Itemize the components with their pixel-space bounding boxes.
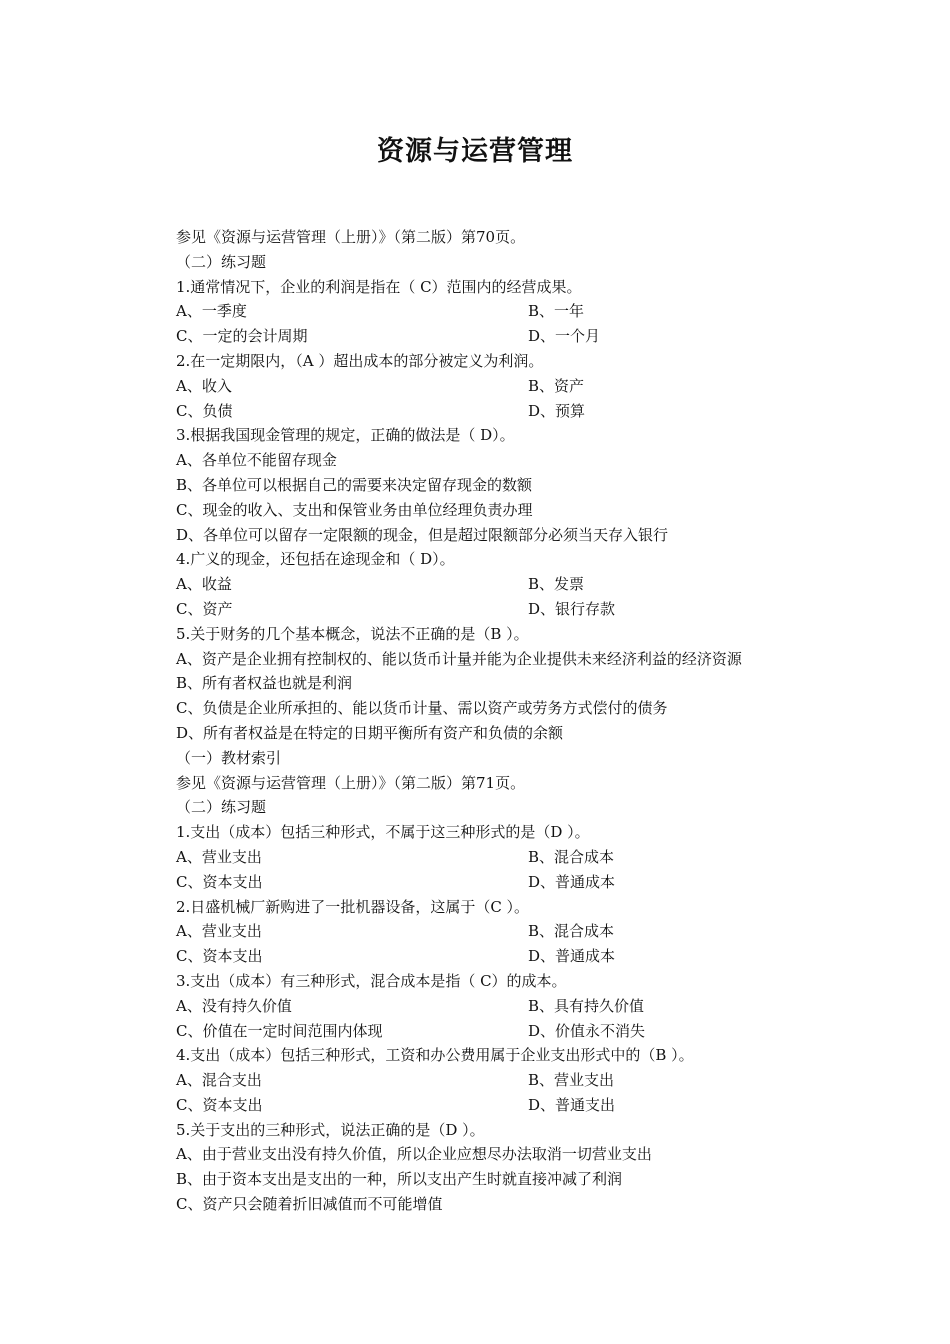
- option-row: [176, 597, 816, 622]
- option-left: A、一季度: [176, 302, 247, 321]
- option-left: A、收入: [176, 376, 232, 395]
- option-right: D、一个月: [528, 327, 601, 346]
- reference-line: 参见《资源与运营管理（上册）》（第二版）第70页。: [176, 228, 526, 246]
- section-heading: （二）练习题: [176, 252, 267, 271]
- question: 5.关于财务的几个基本概念，说法不正确的是（B ）。: [176, 624, 529, 643]
- option-line: A、各单位不能留存现金: [176, 451, 337, 470]
- option-line: A、由于营业支出没有持久价值，所以企业应想尽办法取消一切营业支出: [176, 1145, 652, 1164]
- option-row: [176, 1068, 816, 1093]
- option-left: C、一定的会计周期: [176, 327, 308, 346]
- option-left: C、资本支出: [176, 1095, 263, 1114]
- option-right: D、预算: [528, 401, 586, 420]
- question: 4.广义的现金，还包括在途现金和（ D）。: [176, 550, 455, 569]
- option-right: B、资产: [528, 376, 585, 395]
- option-row: [176, 845, 816, 870]
- option-line: D、各单位可以留存一定限额的现金，但是超过限额部分必须当天存入银行: [176, 525, 669, 544]
- document-body: [176, 225, 816, 1217]
- option-row: [176, 1019, 816, 1044]
- option-right: B、具有持久价值: [528, 996, 645, 1015]
- option-row: [176, 870, 816, 895]
- reference-line: 参见《资源与运营管理（上册）》（第二版）第71页。: [176, 773, 526, 792]
- section-heading: （一）教材索引: [176, 748, 282, 767]
- question: 1.支出（成本）包括三种形式，不属于这三种形式的是（D ）。: [176, 823, 590, 842]
- option-line: C、现金的收入、支出和保管业务由单位经理负责办理: [176, 500, 533, 519]
- option-right: B、营业支出: [528, 1071, 615, 1090]
- option-row: [176, 324, 816, 349]
- option-line: A、资产是企业拥有控制权的、能以货币计量并能为企业提供未来经济利益的经济资源: [176, 649, 742, 668]
- option-left: A、营业支出: [176, 847, 262, 866]
- question: 1.通常情况下，企业的利润是指在（ C）范围内的经营成果。: [176, 277, 582, 296]
- option-right: D、价值永不消失: [528, 1021, 646, 1040]
- option-row: [176, 374, 816, 399]
- option-row: [176, 994, 816, 1019]
- option-row: [176, 299, 816, 324]
- question: 4.支出（成本）包括三种形式，工资和办公费用属于企业支出形式中的（B ）。: [176, 1046, 694, 1065]
- option-right: D、银行存款: [528, 599, 616, 618]
- option-row: [176, 944, 816, 969]
- option-left: C、价值在一定时间范围内体现: [176, 1021, 383, 1040]
- option-left: A、没有持久价值: [176, 996, 292, 1015]
- option-right: D、普通成本: [528, 872, 616, 891]
- option-row: [176, 572, 816, 597]
- option-left: A、营业支出: [176, 922, 262, 941]
- question: 3.支出（成本）有三种形式，混合成本是指（ C）的成本。: [176, 971, 567, 990]
- question: 5.关于支出的三种形式，说法正确的是（D ）。: [176, 1120, 485, 1139]
- option-right: B、混合成本: [528, 922, 615, 941]
- option-line: B、各单位可以根据自己的需要来决定留存现金的数额: [176, 475, 533, 494]
- option-right: B、发票: [528, 575, 585, 594]
- option-line: B、所有者权益也就是利润: [176, 674, 353, 693]
- option-right: D、普通支出: [528, 1095, 616, 1114]
- option-row: [176, 919, 816, 944]
- option-left: C、资产: [176, 599, 233, 618]
- option-left: A、混合支出: [176, 1071, 262, 1090]
- option-right: D、普通成本: [528, 947, 616, 966]
- option-line: D、所有者权益是在特定的日期平衡所有资产和负债的余额: [176, 723, 564, 742]
- option-left: C、资本支出: [176, 947, 263, 966]
- option-left: C、负债: [176, 401, 233, 420]
- option-line: C、资产只会随着折旧减值而不可能增值: [176, 1195, 443, 1214]
- option-right: B、混合成本: [528, 847, 615, 866]
- question: 2.日盛机械厂新购进了一批机器设备，这属于（C ）。: [176, 897, 530, 916]
- question: 3.根据我国现金管理的规定，正确的做法是（ D）。: [176, 426, 515, 445]
- option-line: B、由于资本支出是支出的一种，所以支出产生时就直接冲减了利润: [176, 1170, 623, 1189]
- option-right: B、一年: [528, 302, 585, 321]
- option-left: A、收益: [176, 575, 232, 594]
- option-line: C、负债是企业所承担的、能以货币计量、需以资产或劳务方式偿付的债务: [176, 699, 668, 718]
- option-row: [176, 1093, 816, 1118]
- question: 2.在一定期限内，（A ）超出成本的部分被定义为利润。: [176, 351, 544, 370]
- page-title: 资源与运营管理: [377, 136, 573, 167]
- section-heading: （二）练习题: [176, 798, 267, 817]
- option-row: [176, 399, 816, 424]
- option-left: C、资本支出: [176, 872, 263, 891]
